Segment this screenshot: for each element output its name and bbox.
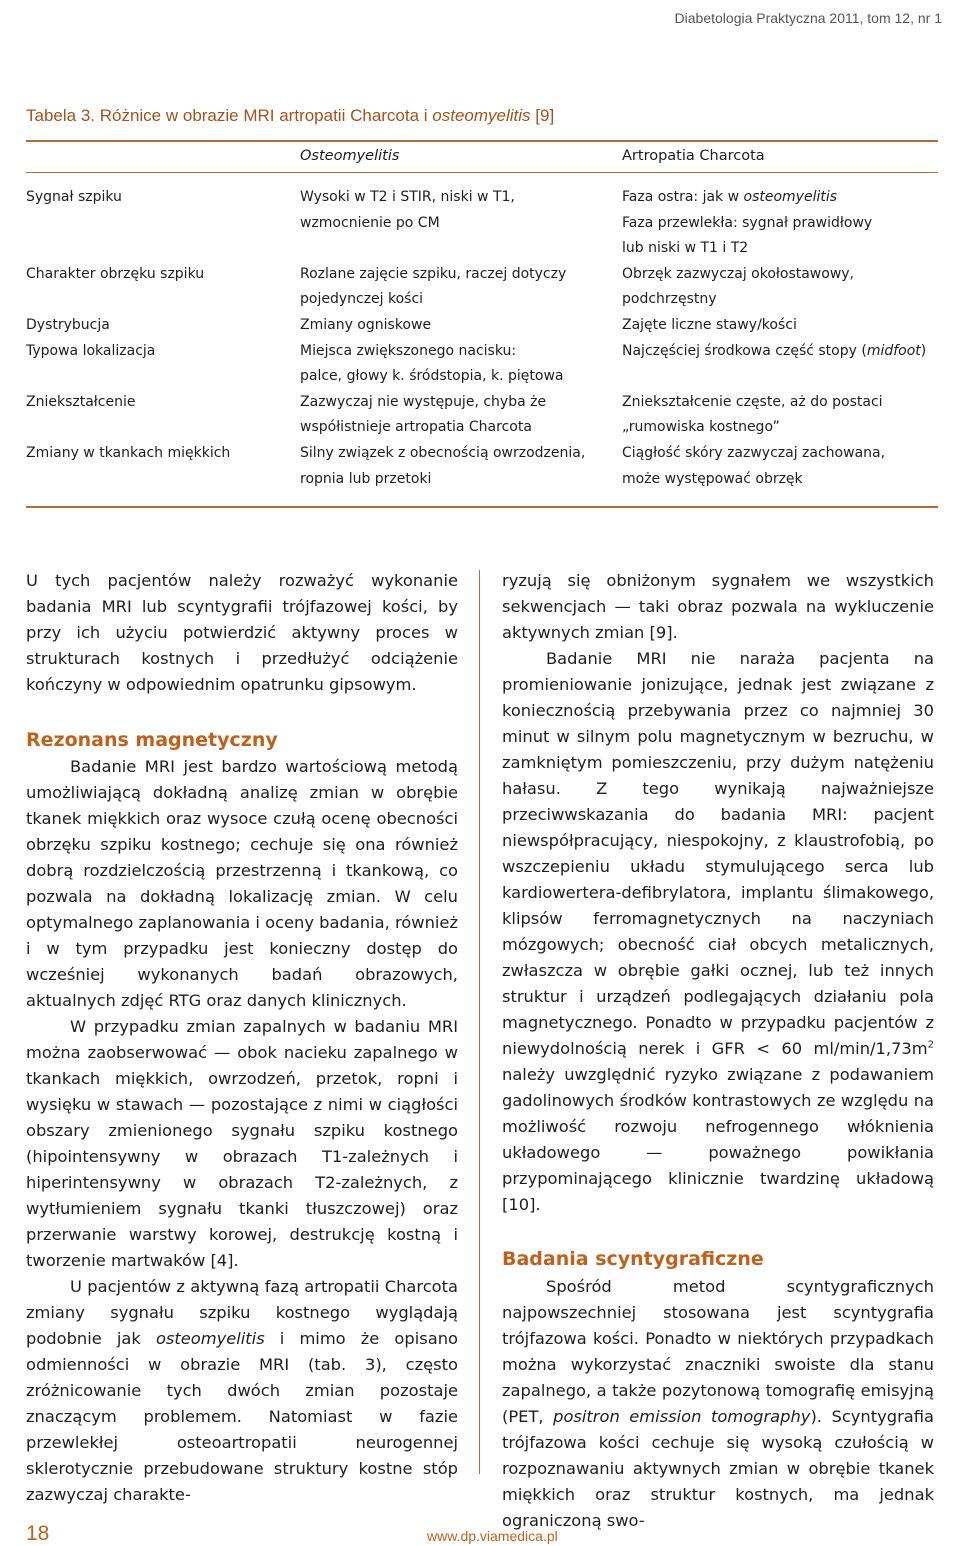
osteomyelitis-cell: Rozlane zajęcie szpiku, raczej dotyczy pojedynczej kości — [300, 265, 567, 308]
row-label: Typowa lokalizacja — [26, 342, 156, 359]
paragraph: U pacjentów z aktywną fazą artropatii Charcota zmiany sygnału szpiku kostnego wyglądają podobnie jak osteomyelitis i mimo że opisano odmienności w obrazie MRI (tab. 3), często zróżnicowanie tych dwóch zmian pozostaje znaczącym problemem. Natomiast w fazie przewlekłej osteoartropatii neurogennej sklerotycznie przebudowane struktury kostne stóp zazwyczaj charakte- — [26, 1277, 458, 1504]
osteomyelitis-cell: Zazwyczaj nie występuje, chyba że współistnieje artropatia Charcota — [300, 393, 547, 436]
header-osteomyelitis: Osteomyelitis — [300, 148, 400, 165]
table-header-row — [26, 142, 938, 172]
right-column — [502, 568, 934, 1534]
paragraph: Badanie MRI jest bardzo wartościową metodą umożliwiającą dokładną analizę zmian w obrębie tkanek miękkich oraz wysoce czułą ocenę obecności obrzęku szpiku kostnego; cechuje się ona również dobrą rozdzielczością przestrzenną i tkankową, co pozwala na dokładną lokalizację zmian. W celu optymalnego zaplanowania i oceny badania, również i w tym przypadku jest konieczny dostęp do wcześniej wykonanych badań obrazowych, aktualnych zdjęć RTG oraz danych klinicznych. — [26, 757, 458, 1010]
paragraph: ryzują się obniżonym sygnałem we wszystkich sekwencjach — taki obraz pozwala na wykluczenie aktywnych zmian [9]. — [502, 571, 934, 642]
row-label: Charakter obrzęku szpiku — [26, 265, 205, 282]
table-row — [26, 313, 938, 339]
footer-url[interactable]: www.dp.viamedica.pl — [427, 1528, 558, 1544]
paragraph: Badanie MRI nie naraża pacjenta na promieniowanie jonizujące, jednak jest związane z koniecznością przebywania przez co najmniej 30 minut w silnym polu magnetycznym w bezruchu, w zamkniętym pomieszczeniu, przy dużym natężeniu hałasu. Z tego wynikają najważniejsze przeciwwskazania do badania MRI: pacjent niewspółpracujący, niespokojny, z klaustrofobią, po wszczepieniu układu stymulującego serca lub kardiowertera-defibrylatora, implantu ślimakowego, klipsów ferromagnetycznych na naczyniach mózgowych; obecność ciał obcych metalicznych, zwłaszcza w obrębie gałki ocznej, lub też innych struktur i urządzeń podlegających działaniu pola magnetycznego. Ponadto w przypadku pacjentów z niewydolnością nerek i GFR < 60 $ml/\min/1,73m^2$ należy uwzględnić ryzyko związane z podawaniem gadolinowych środków kontrastowych ze względu na możliwość rozwoju nefrogennego włóknienia układowego — poważnego powikłania przypominającego klinicznie twardzinę układową [10]. — [502, 649, 934, 1214]
header-empty-cell — [26, 142, 300, 172]
row-label: Zmiany w tkankach miękkich — [26, 444, 231, 461]
section-heading-mri: Rezonans magnetyczny — [26, 729, 278, 751]
osteomyelitis-cell: Zmiany ogniskowe — [300, 316, 432, 333]
charcot-cell: Zajęte liczne stawy/kości — [622, 316, 797, 333]
comparison-table — [26, 142, 938, 492]
paragraph: Spośród metod scyntygraficznych najpowszechniej stosowana jest scyntygrafia trójfazowa kości. Ponadto w niektórych przypadkach można wykorzystać znaczniki swoiste dla stanu zapalnego, a także pozytonową tomografię emisyjną (PET, positron emission tomography). Scyntygrafia trójfazowa kości cechuje się wysoką czułością w rozpoznawaniu aktywnych zmian w obrębie tkanek miękkich oraz struktur kostnych, ma jednak ograniczoną swo- — [502, 1277, 935, 1530]
column-divider — [479, 570, 480, 1474]
row-label: Sygnał szpiku — [26, 189, 122, 205]
table-row — [26, 441, 938, 492]
osteomyelitis-cell: Miejsca zwiększonego nacisku: palce, głowy k. śródstopia, k. piętowa — [300, 342, 564, 385]
paragraph: W przypadku zmian zapalnych w badaniu MRI można zaobserwować — obok nacieku zapalnego w tkankach miękkich, owrzodzeń, przetok, ropni i wysięku w stawach — pozostające z nimi w ciągłości obszary zmienionego sygnału szpiku kostnego (hipointensywny w obrazach T1-zależnych i hiperintensywny w obrazach T2-zależnych, z wytłumieniem sygnału tkanki tłuszczowej) oraz przerwanie warstwy korowej, destrukcję kostną i tworzenie martwaków [4]. — [26, 1017, 458, 1270]
charcot-cell: Ciągłość skóry zazwyczaj zachowana, może występować obrzęk — [622, 444, 886, 487]
table-title-ref: [9] — [530, 106, 555, 125]
section-heading-scintigraphy: Badania scyntygraficzne — [502, 1248, 764, 1270]
running-header: Diabetologia Praktyczna 2011, tom 12, nr 1 — [674, 10, 942, 26]
header-artropatia-charcota: Artropatia Charcota — [622, 148, 765, 165]
left-column — [26, 568, 458, 1508]
osteomyelitis-cell: Wysoki w T2 i STIR, niski w T1, wzmocnienie po CM — [300, 189, 515, 231]
paragraph: U tych pacjentów należy rozważyć wykonanie badania MRI lub scyntygrafii trójfazowej kości, by przy ich użyciu potwierdzić aktywny proces w strukturach kostnych i przedłużyć odciążenie kończyny w odpowiednim opatrunku gipsowym. — [26, 571, 458, 694]
table-bottom-rule — [26, 506, 938, 508]
charcot-cell: Faza ostra: jak w osteomyelitis Faza przewlekła: sygnał prawidłowy lub niski w T1 i T2 — [622, 189, 873, 257]
table-title — [26, 106, 936, 126]
row-label: Dystrybucja — [26, 316, 110, 333]
table-title-italic: osteomyelitis — [432, 106, 531, 125]
charcot-cell: Zniekształcenie częste, aż do postaci „rumowiska kostnego” — [622, 393, 883, 436]
osteomyelitis-cell: Silny związek z obecnością owrzodzenia, ropnia lub przetoki — [300, 444, 586, 487]
table-row — [26, 172, 938, 262]
row-label: Zniekształcenie — [26, 393, 136, 410]
charcot-cell: Obrzęk zazwyczaj okołostawowy, podchrzęstny — [622, 265, 855, 308]
table-row — [26, 339, 938, 390]
table-title-text: Tabela 3. Różnice w obrazie MRI artropatii Charcota i — [26, 106, 433, 125]
charcot-cell: Najczęściej środkowa część stopy (midfoot) — [622, 342, 927, 359]
table-row — [26, 262, 938, 313]
page-number: 18 — [26, 1522, 50, 1545]
table-row — [26, 390, 938, 441]
